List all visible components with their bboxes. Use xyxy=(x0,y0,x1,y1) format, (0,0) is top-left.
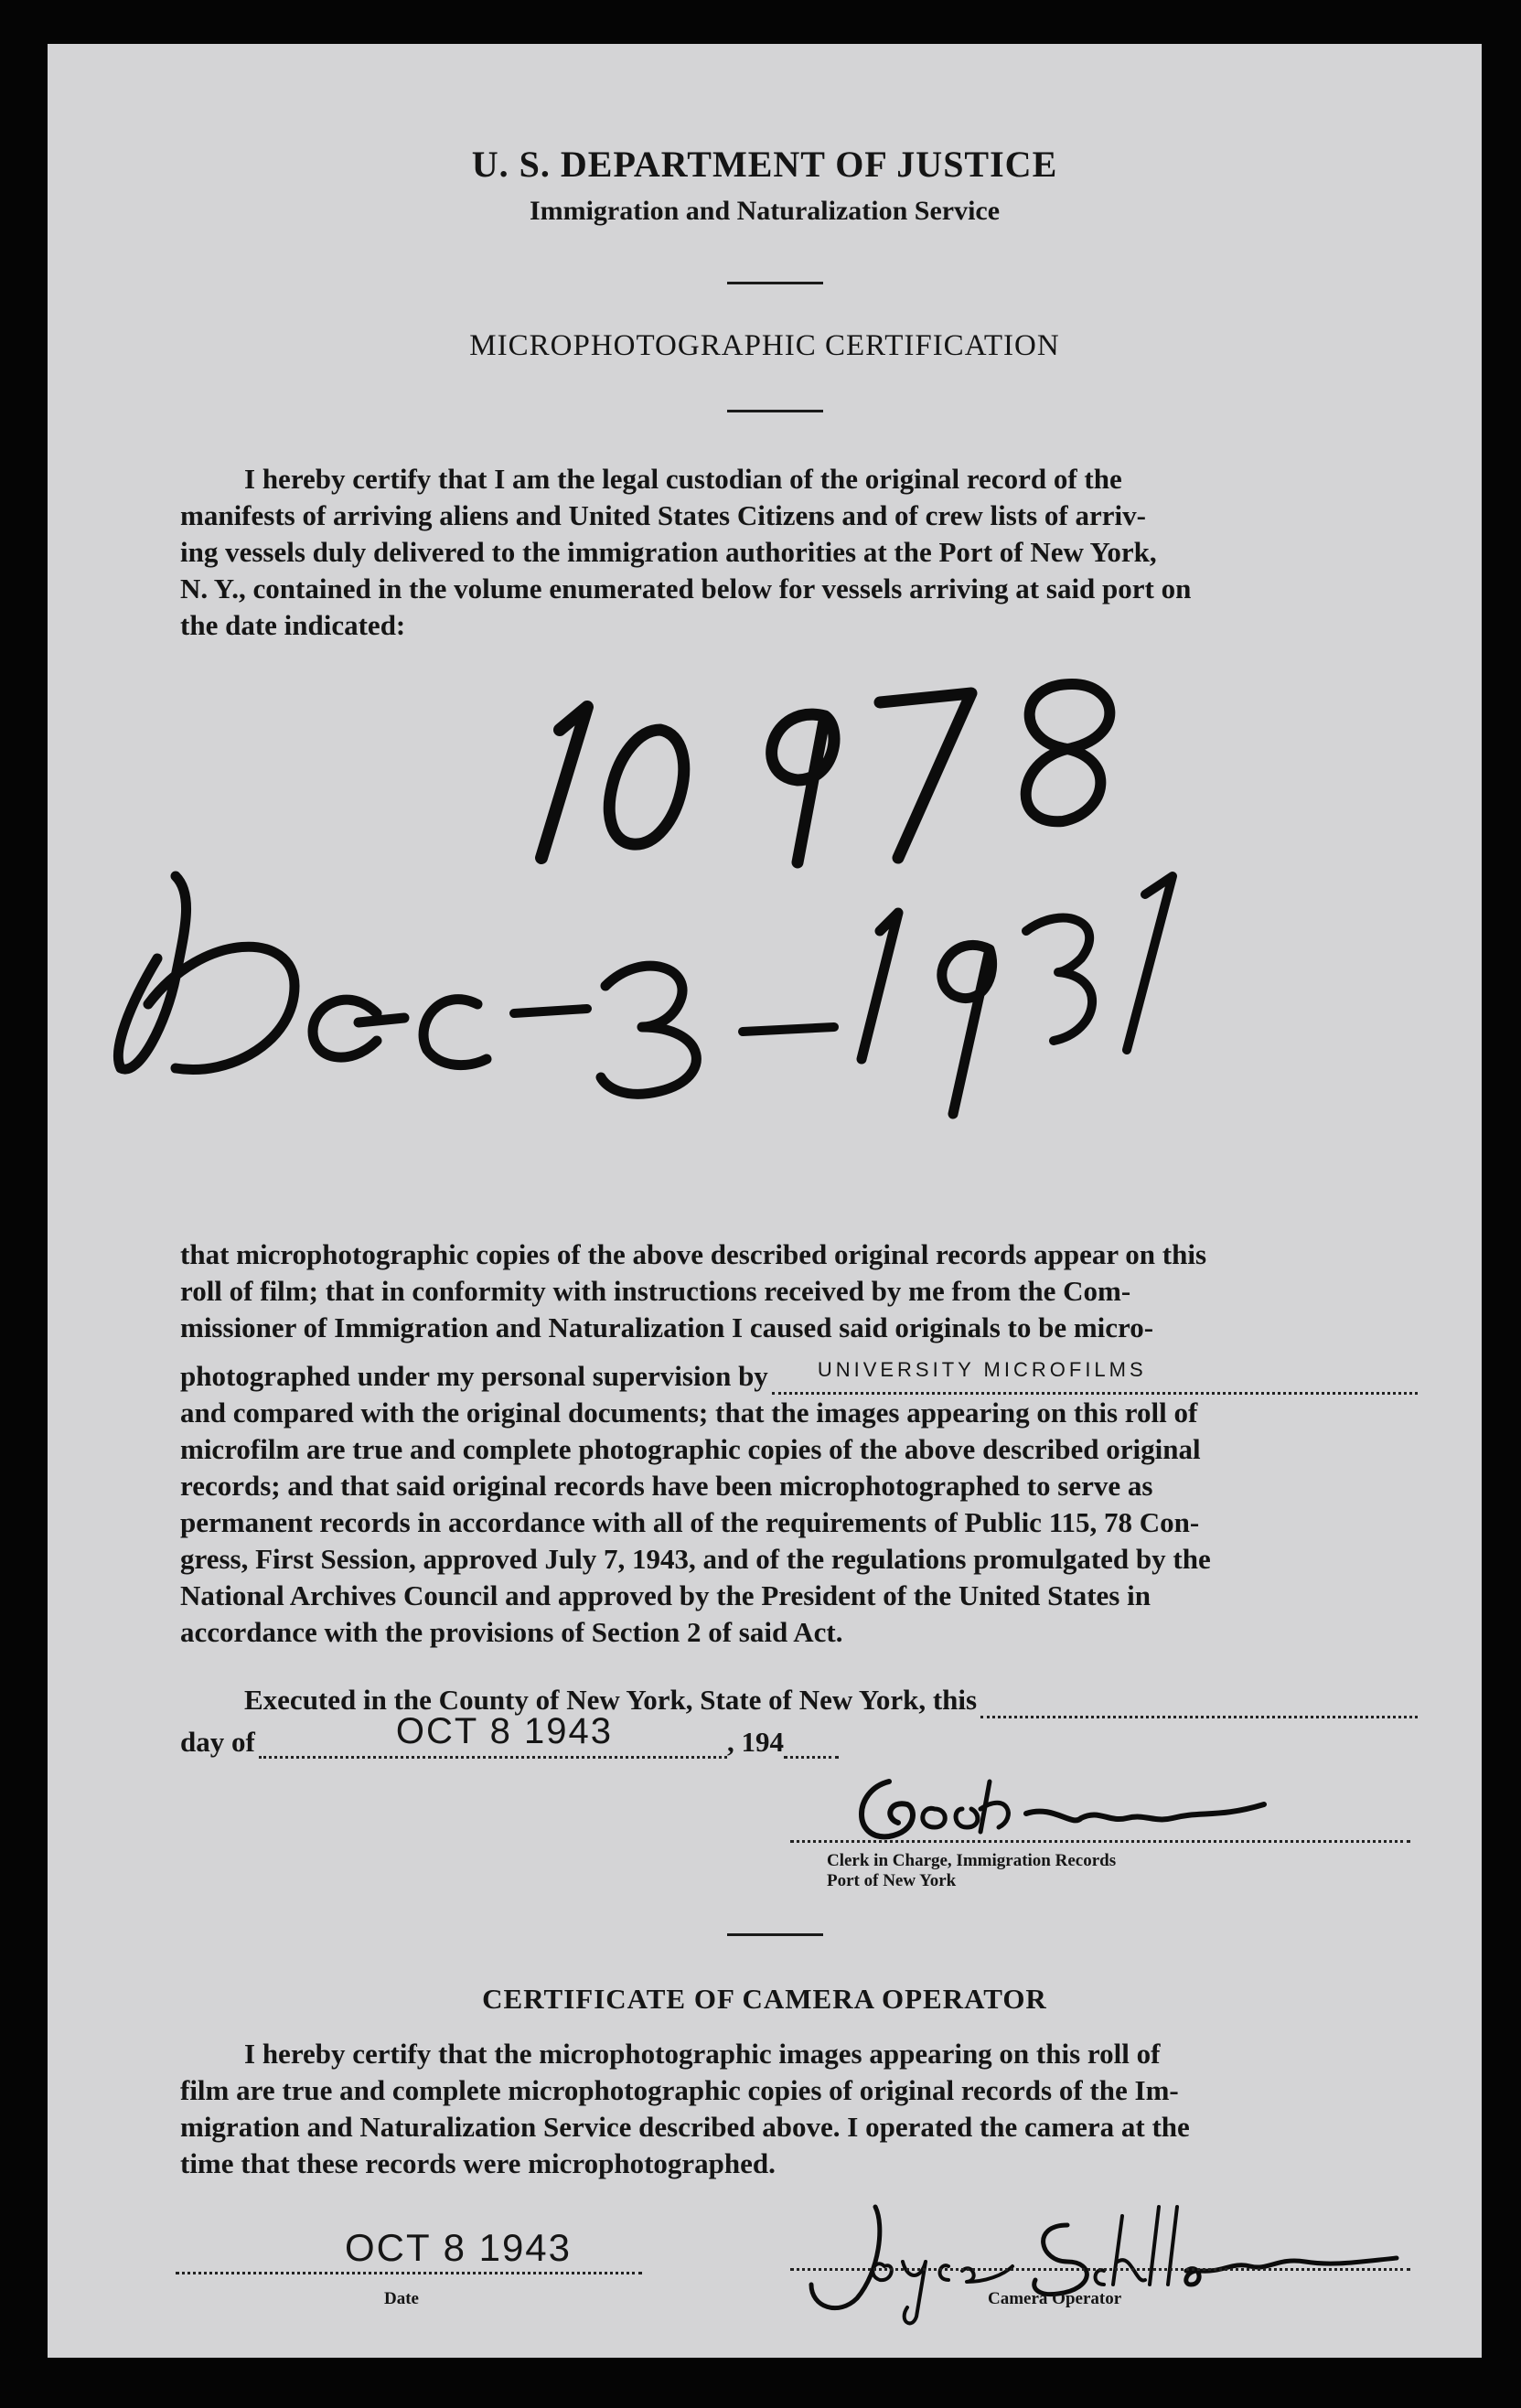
year-field xyxy=(784,1723,839,1759)
body-line: National Archives Council and approved by the President of the United States in xyxy=(180,1579,1151,1611)
camera-operator-line xyxy=(790,2268,1410,2271)
camera-operator-signature-text xyxy=(1072,2239,1073,2240)
intro-line: N. Y., contained in the volume enumerated below for vessels arriving at said port on xyxy=(180,573,1192,605)
year-prefix: , 194 xyxy=(727,1726,784,1758)
day-of-line xyxy=(180,1711,839,1759)
body-line: records; and that said original records have been microphotographed to serve as xyxy=(180,1470,1153,1502)
camera-line: I hereby certify that the microphotographic images appearing on this roll of xyxy=(244,2038,1161,2070)
certification-title: MICROPHOTOGRAPHIC CERTIFICATION xyxy=(469,329,1060,362)
clerk-title-line: Clerk in Charge, Immigration Records xyxy=(827,1851,1117,1870)
camera-operator-signature xyxy=(793,2170,1451,2335)
service-subheading: Immigration and Naturalization Service xyxy=(529,196,1001,226)
camera-stamped-date: OCT 8 1943 xyxy=(345,2226,573,2269)
body-line: microfilm are true and complete photographic copies of the above described original xyxy=(180,1433,1201,1465)
date-label: Date xyxy=(384,2289,419,2308)
clerk-title xyxy=(827,1851,1116,1891)
intro-line: manifests of arriving aliens and United States Citizens and of crew lists of arriv- xyxy=(180,499,1146,531)
intro-line: ing vessels duly delivered to the immigration authorities at the Port of New York, xyxy=(180,536,1157,568)
department-heading: U. S. DEPARTMENT OF JUSTICE xyxy=(471,144,1058,185)
body-paragraph xyxy=(180,1236,1418,1651)
body-line: permanent records in accordance with all of the requirements of Public 115, 78 Con- xyxy=(180,1506,1200,1538)
stamped-date: OCT 8 1943 xyxy=(395,1711,613,1751)
divider xyxy=(727,282,823,284)
camera-certificate-title: CERTIFICATE OF CAMERA OPERATOR xyxy=(482,1983,1047,2015)
camera-date-field xyxy=(176,2226,642,2274)
supervision-line xyxy=(180,1355,1418,1395)
camera-operator-label: Camera Operator xyxy=(988,2289,1122,2308)
executed-day-field xyxy=(980,1679,1418,1718)
supervisor-field xyxy=(772,1355,1418,1395)
body-line: that microphotographic copies of the above described original records appear on this xyxy=(180,1238,1207,1270)
clerk-title-line: Port of New York xyxy=(827,1871,957,1890)
intro-line: I hereby certify that I am the legal custodian of the original record of the xyxy=(244,463,1122,495)
handwritten-date-text xyxy=(1145,958,1146,959)
intro-line: the date indicated: xyxy=(180,609,406,641)
body-line: roll of film; that in conformity with instructions received by me from the Com- xyxy=(180,1275,1131,1307)
clerk-signature-line xyxy=(790,1840,1410,1843)
day-of-label: day of xyxy=(180,1726,255,1758)
divider xyxy=(727,1933,823,1936)
camera-line: time that these records were microphotographed. xyxy=(180,2147,776,2179)
body-line: and compared with the original documents; that the images appearing on this roll of xyxy=(180,1397,1198,1429)
handwritten-date xyxy=(75,840,1200,1123)
body-line: photographed under my personal supervision by xyxy=(180,1360,768,1392)
supervisor-stamp: UNIVERSITY MICROFILMS xyxy=(817,1358,1147,1381)
body-line: accordance with the provisions of Section 2 of said Act. xyxy=(180,1616,843,1648)
camera-line: film are true and complete microphotographic copies of original records of the Im- xyxy=(180,2074,1179,2106)
certificate-sheet xyxy=(48,44,1482,2358)
body-line: missioner of Immigration and Naturalization I caused said originals to be micro- xyxy=(180,1311,1154,1343)
executed-line xyxy=(180,1679,1418,1718)
camera-line: migration and Naturalization Service described above. I operated the camera at the xyxy=(180,2111,1190,2143)
camera-paragraph xyxy=(180,2036,1418,2182)
intro-paragraph xyxy=(180,461,1418,644)
body-line: gress, First Session, approved July 7, 1943, and of the regulations promulgated by the xyxy=(180,1543,1211,1575)
divider xyxy=(727,410,823,412)
day-of-field xyxy=(259,1711,727,1759)
executed-text: Executed in the County of New York, State of New York, this xyxy=(244,1684,978,1716)
